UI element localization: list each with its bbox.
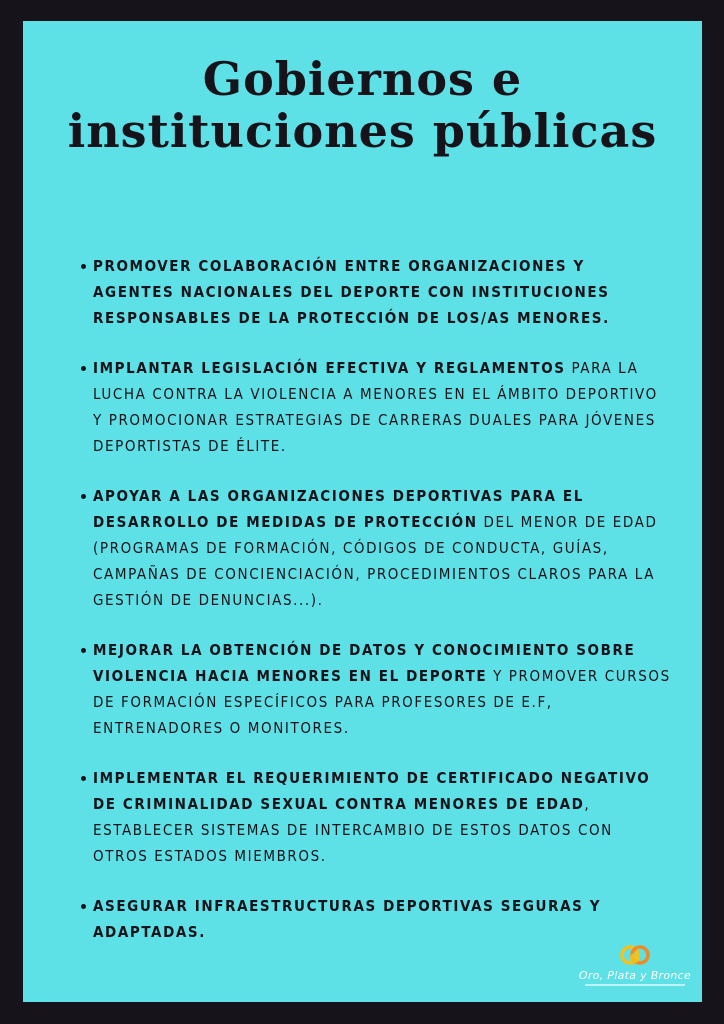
- item-text: Y PROMOVER CURSOS DE FORMACIÓN ESPECÍFICOS PARA PROFESORES DE E.F, ENTRENADORES O MONITORES.: [93, 667, 671, 737]
- bullet-icon: [81, 648, 86, 653]
- list-item: [81, 355, 671, 459]
- list-item: [81, 765, 671, 869]
- item-bold-text: MEJORAR LA OBTENCIÓN DE DATOS Y CONOCIMIENTO SOBRE VIOLENCIA HACIA MENORES EN EL DEPORTE: [93, 641, 636, 685]
- item-bold-text: IMPLANTAR LEGISLACIÓN EFECTIVA Y REGLAMENTOS: [93, 359, 566, 377]
- logo-name: Oro, Plata y Bronce: [578, 969, 692, 982]
- list-item: [81, 483, 671, 613]
- recommendation-list: [81, 253, 671, 969]
- item-text: DEL MENOR DE EDAD (PROGRAMAS DE FORMACIÓN, CÓDIGOS DE CONDUCTA, GUÍAS, CAMPAÑAS DE CONCIENCIACIÓN, PROCEDIMIENTOS CLAROS PARA LA GESTIÓN DE DENUNCIAS...).: [93, 513, 658, 609]
- content-panel: [23, 21, 702, 1002]
- item-bold-text: IMPLEMENTAR EL REQUERIMIENTO DE CERTIFICADO NEGATIVO DE CRIMINALIDAD SEXUAL CONTRA MENORES DE EDAD: [93, 769, 651, 813]
- list-item: [81, 253, 671, 331]
- item-bold-text: PROMOVER COLABORACIÓN ENTRE ORGANIZACIONES Y AGENTES NACIONALES DEL DEPORTE CON INSTITUCIONES RESPONSABLES DE LA PROTECCIÓN DE LOS/AS MENORES.: [93, 257, 610, 327]
- item-text: PARA LA LUCHA CONTRA LA VIOLENCIA A MENORES EN EL ÁMBITO DEPORTIVO Y PROMOCIONAR ESTRATEGIAS DE CARRERAS DUALES PARA JÓVENES DEPORTISTAS DE ÉLITE.: [93, 359, 658, 455]
- list-item: [81, 637, 671, 741]
- item-bold-text: APOYAR A LAS ORGANIZACIONES DEPORTIVAS PARA EL DESARROLLO DE MEDIDAS DE PROTECCIÓN: [93, 487, 584, 531]
- bullet-icon: [81, 776, 86, 781]
- page-title: Gobiernos e instituciones públicas: [67, 52, 658, 158]
- brand-logo: [571, 943, 699, 993]
- bullet-icon: [81, 904, 86, 909]
- item-text: , ESTABLECER SISTEMAS DE INTERCAMBIO DE ESTOS DATOS CON OTROS ESTADOS MIEMBROS.: [93, 795, 613, 865]
- bullet-icon: [81, 494, 86, 499]
- logo-tagline-line: [585, 984, 685, 986]
- list-item: [81, 893, 671, 945]
- item-bold-text: ASEGURAR INFRAESTRUCTURAS DEPORTIVAS SEGURAS Y ADAPTADAS.: [93, 897, 602, 941]
- bullet-icon: [81, 366, 86, 371]
- rings-logo-icon: [618, 943, 652, 967]
- bullet-icon: [81, 264, 86, 269]
